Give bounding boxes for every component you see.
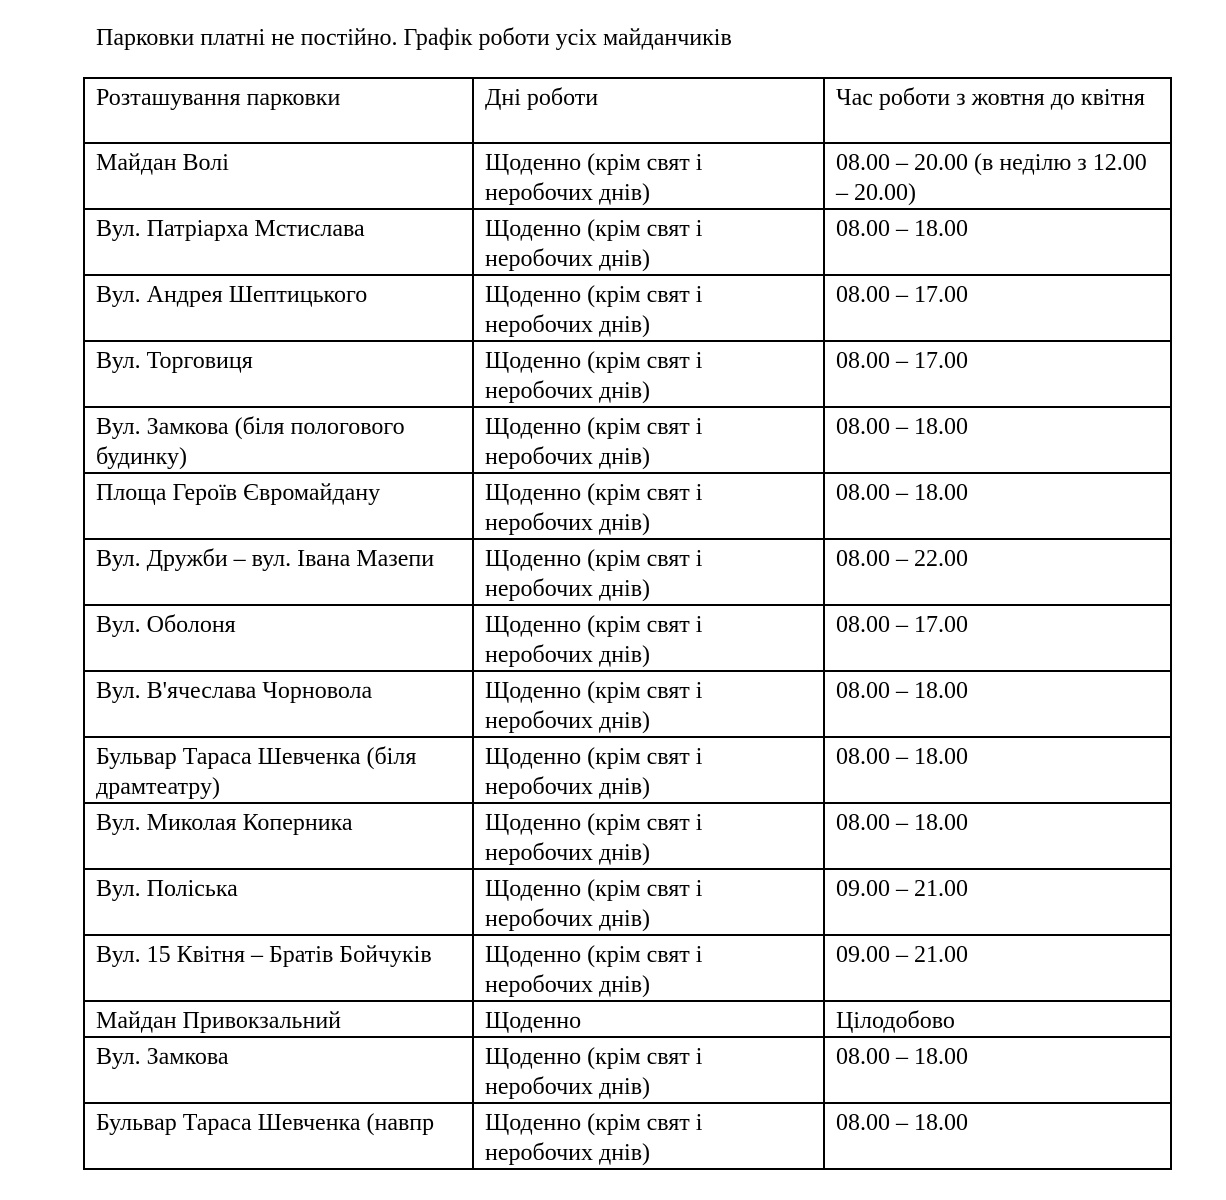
cell-hours: 08.00 – 18.00 <box>824 473 1171 539</box>
cell-days: Щоденно (крім свят і неробочих днів) <box>473 935 824 1001</box>
cell-days: Щоденно (крім свят і неробочих днів) <box>473 671 824 737</box>
table-row <box>84 1001 1171 1037</box>
cell-days: Щоденно (крім свят і неробочих днів) <box>473 869 824 935</box>
cell-days: Щоденно (крім свят і неробочих днів) <box>473 539 824 605</box>
cell-location: Вул. Оболоня <box>84 605 473 671</box>
header-hours: Час роботи з жовтня до квітня <box>824 78 1171 143</box>
cell-hours: 09.00 – 21.00 <box>824 935 1171 1001</box>
cell-days: Щоденно (крім свят і неробочих днів) <box>473 341 824 407</box>
cell-hours: 08.00 – 18.00 <box>824 209 1171 275</box>
cell-days: Щоденно (крім свят і неробочих днів) <box>473 275 824 341</box>
table-row <box>84 341 1171 407</box>
cell-hours: 08.00 – 18.00 <box>824 737 1171 803</box>
cell-hours: 08.00 – 18.00 <box>824 803 1171 869</box>
cell-days: Щоденно (крім свят і неробочих днів) <box>473 407 824 473</box>
cell-location: Бульвар Тараса Шевченка (навпр <box>84 1103 473 1169</box>
table-row <box>84 803 1171 869</box>
table-row <box>84 209 1171 275</box>
cell-location: Вул. Миколая Коперника <box>84 803 473 869</box>
cell-days: Щоденно (крім свят і неробочих днів) <box>473 143 824 209</box>
cell-hours: 08.00 – 20.00 (в неділю з 12.00 – 20.00) <box>824 143 1171 209</box>
cell-location: Площа Героїв Євромайдану <box>84 473 473 539</box>
cell-location: Вул. Дружби – вул. Івана Мазепи <box>84 539 473 605</box>
table-header-row <box>84 78 1171 143</box>
cell-days: Щоденно (крім свят і неробочих днів) <box>473 473 824 539</box>
cell-location: Вул. 15 Квітня – Братів Бойчуків <box>84 935 473 1001</box>
cell-days: Щоденно (крім свят і неробочих днів) <box>473 605 824 671</box>
table-row <box>84 671 1171 737</box>
document-heading: Парковки платні не постійно. Графік роботи усіх майданчиків <box>96 25 732 51</box>
cell-days: Щоденно <box>473 1001 824 1037</box>
cell-hours: 08.00 – 17.00 <box>824 275 1171 341</box>
cell-location: Вул. В'ячеслава Чорновола <box>84 671 473 737</box>
cell-hours: 08.00 – 18.00 <box>824 407 1171 473</box>
table-row <box>84 1037 1171 1103</box>
table-row <box>84 473 1171 539</box>
cell-hours: 08.00 – 17.00 <box>824 605 1171 671</box>
cell-location: Вул. Торговиця <box>84 341 473 407</box>
table-row <box>84 1103 1171 1169</box>
table-row <box>84 539 1171 605</box>
cell-location: Вул. Андрея Шептицького <box>84 275 473 341</box>
cell-hours: 08.00 – 18.00 <box>824 1037 1171 1103</box>
table-row <box>84 407 1171 473</box>
cell-location: Майдан Волі <box>84 143 473 209</box>
cell-hours: 08.00 – 18.00 <box>824 1103 1171 1169</box>
cell-hours: 08.00 – 22.00 <box>824 539 1171 605</box>
cell-hours: Цілодобово <box>824 1001 1171 1037</box>
header-location: Розташування парковки <box>84 78 473 143</box>
header-days: Дні роботи <box>473 78 824 143</box>
cell-days: Щоденно (крім свят і неробочих днів) <box>473 737 824 803</box>
cell-location: Майдан Привокзальний <box>84 1001 473 1037</box>
table-row <box>84 605 1171 671</box>
cell-hours: 09.00 – 21.00 <box>824 869 1171 935</box>
table-row <box>84 275 1171 341</box>
cell-location: Вул. Замкова <box>84 1037 473 1103</box>
table-row <box>84 935 1171 1001</box>
cell-days: Щоденно (крім свят і неробочих днів) <box>473 803 824 869</box>
table-row <box>84 143 1171 209</box>
cell-days: Щоденно (крім свят і неробочих днів) <box>473 1103 824 1169</box>
cell-location: Вул. Поліська <box>84 869 473 935</box>
cell-location: Вул. Замкова (біля пологового будинку) <box>84 407 473 473</box>
cell-location: Бульвар Тараса Шевченка (біля драмтеатру) <box>84 737 473 803</box>
cell-hours: 08.00 – 17.00 <box>824 341 1171 407</box>
cell-location: Вул. Патріарха Мстислава <box>84 209 473 275</box>
parking-schedule-table <box>83 77 1172 1170</box>
table-row <box>84 737 1171 803</box>
cell-days: Щоденно (крім свят і неробочих днів) <box>473 1037 824 1103</box>
table-row <box>84 869 1171 935</box>
cell-days: Щоденно (крім свят і неробочих днів) <box>473 209 824 275</box>
cell-hours: 08.00 – 18.00 <box>824 671 1171 737</box>
